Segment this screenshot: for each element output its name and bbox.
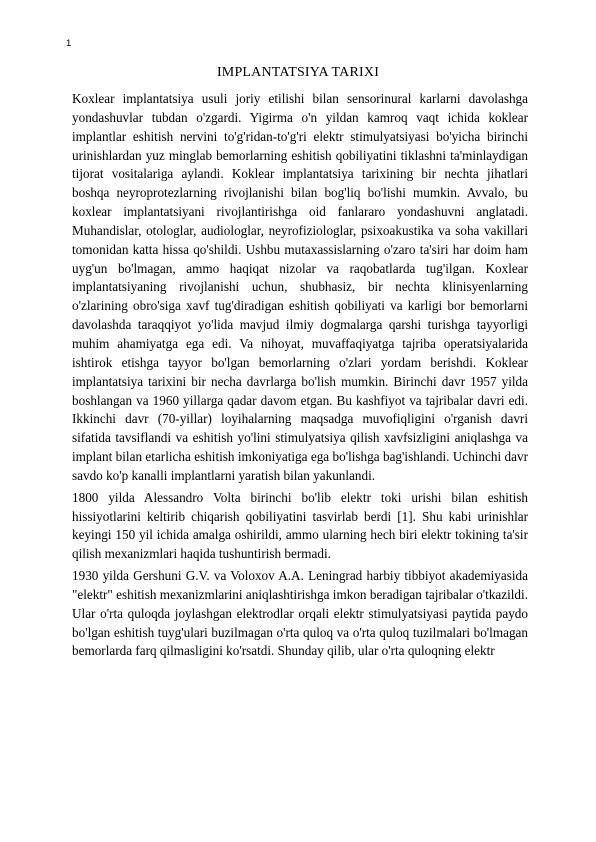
page-number: 1 [66, 38, 72, 49]
paragraph-volta-1800: 1800 yilda Alessandro Volta birinchi bo'lib elektr toki urishi bilan eshitish hissiyotlarini keltirib chiqarish qobiliyatini tasvirlab berdi [1]. Shu kabi urinishlar keyingi 150 yil ichida amalga oshirildi, ammo ularning hech biri elektr tokining ta'sir qilish mexanizmlari haqida tushuntirish bermadi. [72, 489, 528, 562]
page-title: IMPLANTATSIYA TARIXI [216, 65, 380, 80]
paragraph-gershuni-1930: 1930 yilda Gershuni G.V. va Voloxov A.A. Leningrad harbiy tibbiyot akademiyasida "elektr" eshitish mexanizmlarini aniqlashtirishga imkon beradigan tajribalar o'tkazildi. Ular o'rta quloqda joylashgan elektrodlar orqali elektr stimulyatsiyasi paytida paydo bo'lgan eshitish tuyg'ulari buzilmagan o'rta quloq va o'rta quloq tuzilmalari bo'lmagan bemorlarda farq qilmasligini ko'rsatdi. Shunday qilib, ular o'rta quloqning elektr [72, 568, 528, 659]
body-text [72, 90, 528, 661]
paragraph-history-overview: Koxlear implantatsiya usuli joriy etilishi bilan sensorinural karlarni davolashga yondashuvlar tubdan o'zgardi. Yigirma o'n yildan kamroq vaqt ichida koklear implantlar eshitish nervini to'g'ridan-to'g'ri elektr stimulyatsiyasi bo'yicha birinchi urinishlardan yuz minglab bemorlarning eshitish qobiliyatini tiklashni ta'minlaydigan tijorat vositalariga aylandi. Koklear implantatsiya tarixining bir nechta jihatlari boshqa neyroprotezlarning rivojlanishi bilan bog'liq bo'lishi mumkin. Avvalo, bu koxlear implantatsiyani rivojlantirishga oid fanlararo yondashuvni anglatadi. Muhandislar, otologlar, audiologlar, neyrofiziologlar, psixoakustika va soha vakillari tomonidan katta hissa qo'shildi. Ushbu mutaxassislarning o'zaro ta'siri har doim ham uyg'un bo'lmagan, ammo haqiqat nizolar va raqobatlarda tug'ilgan. Koxlear implantatsiyaning rivojlanishi uchun, shubhasiz, bir nechta klinisyenlarning o'zlarining obro'siga xavf tug'diradigan eshitish qobiliyati va karligi bor bemorlarni davolashda taraqqiyot yo'lida mavjud ilmiy dogmalarga qarshi turishga tayyorligi muhim ahamiyatga ega edi. Va nihoyat, muvaffaqiyatga tajriba operatsiyalarida ishtirok etishga tayyor bo'lgan bemorlarning o'zlari yordam berishdi. Koklear implantatsiya tarixini bir necha davrlarga bo'lish mumkin. Birinchi davr 1957 yilda boshlangan va 1960 yillarga qadar davom etgan. Bu kashfiyot va tajribalar davri edi. Ikkinchi davr (70-yillar) loyihalarning maqsadga muvofiqligini o'rganish davri sifatida tavsiflandi va eshitish yo'lini stimulyatsiya qilish xavfsizligini aniqlashga va implant bilan etarlicha eshitish imkoniyatiga ega bo'lishga bag'ishlandi. Uchinchi davr savdo ko'p kanalli implantlarni yaratish bilan yakunlandi. [72, 91, 528, 483]
